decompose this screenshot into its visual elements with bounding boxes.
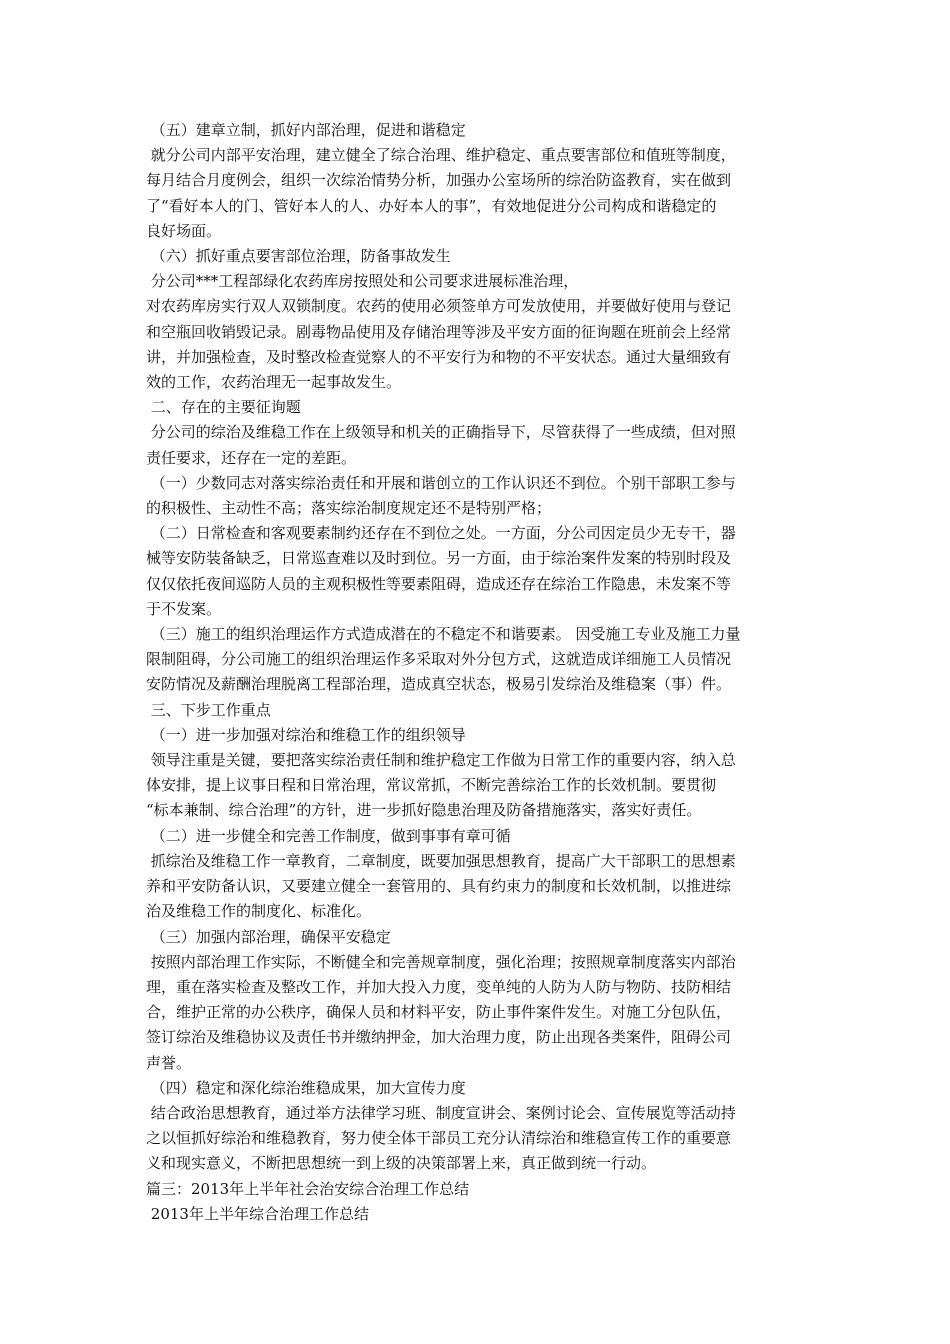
- text-line: 合，维护正常的办公秩序，确保人员和材料平安，防止事件案件发生。对施工分包队伍，: [146, 1003, 732, 1022]
- text-line: （六）抓好重点要害部位治理，防备事故发生: [146, 247, 451, 266]
- text-line: （二）日常检查和客观要素制约还存在不到位之处。一方面，分公司因定员少无专干，器: [146, 524, 736, 543]
- text-line: 械等安防装备缺乏，日常巡查难以及时到位。另一方面，由于综治案件发案的特别时段及: [146, 549, 732, 568]
- text-line: 安防情况及薪酬治理脱离工程部治理，造成真空状态，极易引发综治及维稳案（事）件。: [146, 675, 732, 694]
- text-line: （三）施工的组织治理运作方式造成潜在的不稳定不和谐要素。 因受施工专业及施工力量: [146, 625, 741, 644]
- text-line: 分公司的综治及维稳工作在上级领导和机关的正确指导下，尽管获得了一些成绩，但对照: [146, 423, 736, 442]
- text-line: 签订综治及维稳协议及责任书并缴纳押金，加大治理力度，防止出现各类案件，阻碍公司: [146, 1028, 732, 1047]
- text-line: 了“看好本人的门、管好本人的人、办好本人的事”，有效地促进分公司构成和谐稳定的: [146, 196, 717, 215]
- text-line: 于不发案。: [146, 599, 222, 618]
- text-line: （四）稳定和深化综治维稳成果，加大宣传力度: [146, 1078, 466, 1097]
- text-line: 抓综治及维稳工作一章教育，二章制度，既要加强思想教育，提高广大干部职工的思想素: [146, 851, 736, 870]
- text-line: 的积极性、主动性不高；落实综治制度规定还不是特别严格；: [146, 499, 552, 518]
- text-line: 2013年上半年综合治理工作总结: [146, 1204, 369, 1223]
- text-line: 良好场面。: [146, 221, 222, 240]
- text-line: 义和现实意义，不断把思想统一到上级的决策部署上来，真正做到统一行动。: [146, 1154, 657, 1173]
- text-line: 责任要求，还存在一定的差距。: [146, 448, 357, 467]
- text-line: 治及维稳工作的制度化、标准化。: [146, 902, 372, 921]
- text-line: （五）建章立制，抓好内部治理，促进和谐稳定: [146, 121, 466, 139]
- text-line: 声誉。: [146, 1053, 192, 1072]
- text-line: （一）进一步加强对综治和维稳工作的组织领导: [146, 725, 466, 744]
- text-line: 就分公司内部平安治理，建立健全了综合治理、维护稳定、重点要害部位和值班等制度，: [146, 146, 736, 165]
- text-line: 之以恒抓好综治和维稳教育，努力使全体干部员工充分认清综治和维稳宣传工作的重要意: [146, 1129, 732, 1148]
- text-line: 仅仅依托夜间巡防人员的主观积极性等要素阻碍，造成还存在综治工作隐患，未发案不等: [146, 574, 732, 593]
- text-line: （一）少数同志对落实综治责任和开展和谐创立的工作认识还不到位。个别干部职工参与: [146, 473, 736, 492]
- text-line: 对农药库房实行双人双锁制度。农药的使用必须签单方可发放使用，并要做好使用与登记: [146, 297, 732, 316]
- text-line: “标本兼制、综合治理”的方针，进一步抓好隐患治理及防备措施落实，落实好责任。: [146, 801, 702, 820]
- text-line: 理，重在落实检查及整改工作，并加大投入力度，变单纯的人防为人防与物防、技防相结: [146, 977, 732, 996]
- text-line: 讲，并加强检查，及时整改检查觉察人的不平安行为和物的不平安状态。通过大量细致有: [146, 347, 732, 366]
- text-line: 领导注重是关键，要把落实综治责任制和维护稳定工作做为日常工作的重要内容，纳入总: [146, 751, 736, 770]
- text-line: 二、存在的主要征询题: [146, 398, 301, 417]
- text-line: 三、下步工作重点: [146, 700, 271, 719]
- text-line: 效的工作，农药治理无一起事故发生。: [146, 373, 402, 392]
- text-line: 分公司***工程部绿化农药库房按照处和公司要求进展标准治理，: [146, 272, 579, 291]
- text-line: 和空瓶回收销毁记录。剧毒物品使用及存储治理等涉及平安方面的征询题在班前会上经常: [146, 322, 732, 341]
- text-line: 养和平安防备认识，又要建立健全一套管用的、具有约束力的制度和长效机制，以推进综: [146, 877, 732, 896]
- text-line: 结合政治思想教育，通过举方法律学习班、制度宣讲会、案例讨论会、宣传展览等活动持: [146, 1103, 736, 1122]
- text-line: （二）进一步健全和完善工作制度，做到事事有章可循: [146, 826, 511, 845]
- document-page: [146, 118, 806, 1227]
- text-line: 限制阻碍，分公司施工的组织治理运作多采取对外分包方式，这就造成详细施工人员情况: [146, 650, 732, 669]
- text-line: 篇三：2013年上半年社会治安综合治理工作总结: [146, 1179, 470, 1198]
- text-line: （三）加强内部治理，确保平安稳定: [146, 927, 391, 946]
- text-line: 体安排，提上议事日程和日常治理，常议常抓，不断完善综治工作的长效机制。要贯彻: [146, 776, 717, 795]
- text-line: 每月结合月度例会，组织一次综治情势分析，加强办公室场所的综治防盗教育，实在做到: [146, 171, 732, 190]
- text-line: 按照内部治理工作实际，不断健全和完善规章制度，强化治理；按照规章制度落实内部治: [146, 952, 736, 971]
